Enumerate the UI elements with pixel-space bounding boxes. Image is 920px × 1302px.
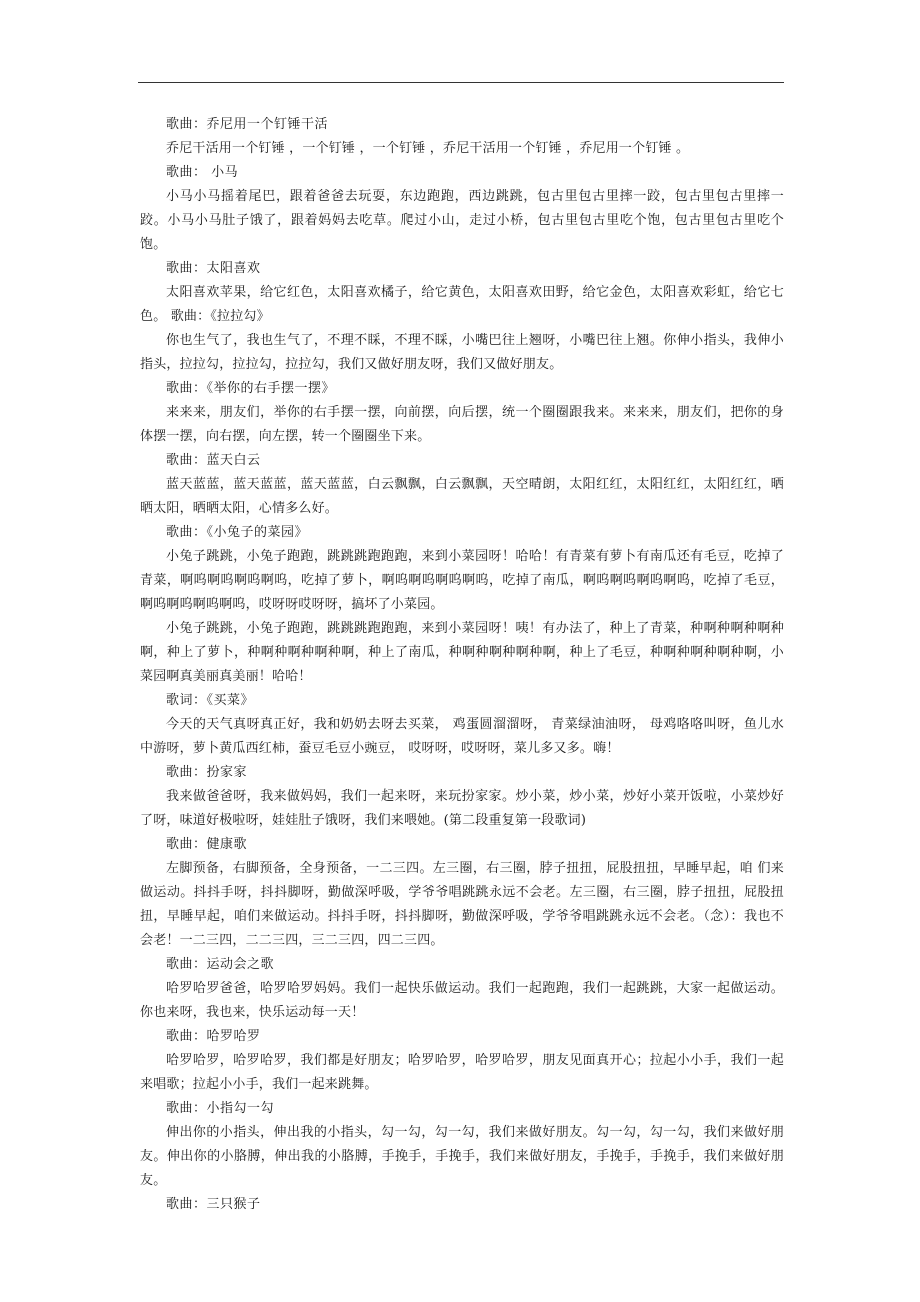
song-title: 歌曲：《小兔子的菜园》 — [166, 525, 309, 540]
lyrics-paragraph: 左脚预备，右脚预备，全身预备，一二三四。左三圈，右三圈，脖子扭扭，屁股扭扭，早睡早起，咱 们来做运动。抖抖手呀，抖抖脚呀，勤做深呼吸，学爷爷唱跳跳永远不会老。左三圈，右三圈，脖子扭扭，屁股扭扭，早睡早起，咱们来做运动。抖抖手呀，抖抖脚呀，勤做深呼吸，学爷爷唱跳跳永远不会老。（念）：我也不会老！一二三四，二二三四，三二三四，四二三四。 — [140, 861, 784, 948]
song-title: 歌曲：蓝天白云 — [166, 453, 261, 468]
lyrics-paragraph: 乔尼干活用一个钉锤 ，一个钉锤 ，一个钉锤 ，乔尼干活用一个钉锤 ，乔尼用一个钉锤 。 — [166, 141, 690, 156]
song-title: 歌曲：《举你的右手摆一摆》 — [166, 381, 336, 396]
song-title: 歌曲：乔尼用一个钉锤干活 — [166, 117, 329, 132]
song-title: 歌曲：三只猴子 — [166, 1197, 261, 1212]
lyrics-paragraph: 我来做爸爸呀，我来做妈妈，我们一起来呀，来玩扮家家。炒小菜，炒小菜，炒好小菜开饭啦，小菜炒好了呀，味道好极啦呀，娃娃肚子饿呀，我们来喂她。(第二段重复第一段歌词) — [140, 789, 784, 828]
lyrics-paragraph: 伸出你的小指头，伸出我的小指头，勾一勾，勾一勾，我们来做好朋友。勾一勾，勾一勾，我们来做好朋友。伸出你的小胳膊，伸出我的小胳膊，手挽手，手挽手，我们来做好朋友，手挽手，手挽手，我们来做好朋友。 — [140, 1125, 784, 1188]
lyrics-paragraph: 今天的天气真呀真正好，我和奶奶去呀去买菜， 鸡蛋圆溜溜呀， 青菜绿油油呀， 母鸡咯咯叫呀，鱼儿水中游呀，萝卜黄瓜西红柿，蚕豆毛豆小豌豆， 哎呀呀，哎呀呀，菜儿多又多。嗨！ — [140, 717, 784, 756]
song-title: 歌曲：运动会之歌 — [166, 957, 275, 972]
lyrics-paragraph: 哈罗哈罗，哈罗哈罗，我们都是好朋友；哈罗哈罗，哈罗哈罗，朋友见面真开心；拉起小小手，我们一起来唱歌；拉起小小手，我们一起来跳舞。 — [140, 1053, 784, 1092]
lyrics-paragraph: 蓝天蓝蓝，蓝天蓝蓝，蓝天蓝蓝，白云飘飘，白云飘飘，天空晴朗，太阳红红，太阳红红，太阳红红，晒晒太阳，晒晒太阳，心情多么好。 — [140, 477, 784, 516]
lyrics-paragraph: 哈罗哈罗爸爸，哈罗哈罗妈妈。我们一起快乐做运动。我们一起跑跑，我们一起跳跳，大家一起做运动。你也来呀，我也来，快乐运动每一天！ — [140, 981, 784, 1020]
lyrics-paragraph: 太阳喜欢苹果，给它红色，太阳喜欢橘子，给它黄色，太阳喜欢田野，给它金色，太阳喜欢彩虹，给它七色。 歌曲：《拉拉勾》 — [140, 285, 784, 324]
song-title: 歌词：《买菜》 — [166, 693, 255, 708]
lyrics-paragraph: 来来来，朋友们，举你的右手摆一摆，向前摆，向后摆，统一个圈圈跟我来。来来来，朋友们，把你的身体摆一摆，向右摆，向左摆，转一个圈圈坐下来。 — [140, 405, 784, 444]
header-rule — [138, 82, 784, 83]
song-lyrics-body — [140, 113, 784, 1217]
song-title: 歌曲：哈罗哈罗 — [166, 1029, 261, 1044]
lyrics-paragraph: 你也生气了，我也生气了，不理不睬，不理不睬，小嘴巴往上翘呀，小嘴巴往上翘。你伸小指头，我伸小指头，拉拉勾，拉拉勾，拉拉勾，我们又做好朋友呀，我们又做好朋友。 — [140, 333, 784, 372]
lyrics-paragraph: 小兔子跳跳，小兔子跑跑，跳跳跳跑跑跑，来到小菜园呀！咦！有办法了，种上了青菜，种啊种啊种啊种啊，种上了萝卜，种啊种啊种啊种啊，种上了南瓜，种啊种啊种啊种啊，种上了毛豆，种啊种啊种啊种啊，小菜园啊真美丽真美丽！哈哈！ — [140, 621, 784, 684]
song-title: 歌曲：太阳喜欢 — [166, 261, 261, 276]
song-title: 歌曲：扮家家 — [166, 765, 248, 780]
lyrics-paragraph: 小马小马摇着尾巴，跟着爸爸去玩耍，东边跑跑，西边跳跳，包古里包古里摔一跤，包古里包古里摔一跤。小马小马肚子饿了，跟着妈妈去吃草。爬过小山，走过小桥，包古里包古里吃个饱，包古里包古里吃个饱。 — [140, 189, 784, 252]
song-title: 歌曲：健康歌 — [166, 837, 248, 852]
song-title: 歌曲：小指勾一勾 — [166, 1101, 275, 1116]
lyrics-paragraph: 小兔子跳跳，小兔子跑跑，跳跳跳跑跑跑，来到小菜园呀！哈哈！有青菜有萝卜有南瓜还有毛豆，吃掉了青菜，啊呜啊呜啊呜啊呜，吃掉了萝卜，啊呜啊呜啊呜啊呜，吃掉了南瓜，啊呜啊呜啊呜啊呜，吃掉了毛豆，啊呜啊呜啊呜啊呜，哎呀呀哎呀呀，搞坏了小菜园。 — [140, 549, 784, 612]
song-title: 歌曲： 小马 — [166, 165, 239, 180]
